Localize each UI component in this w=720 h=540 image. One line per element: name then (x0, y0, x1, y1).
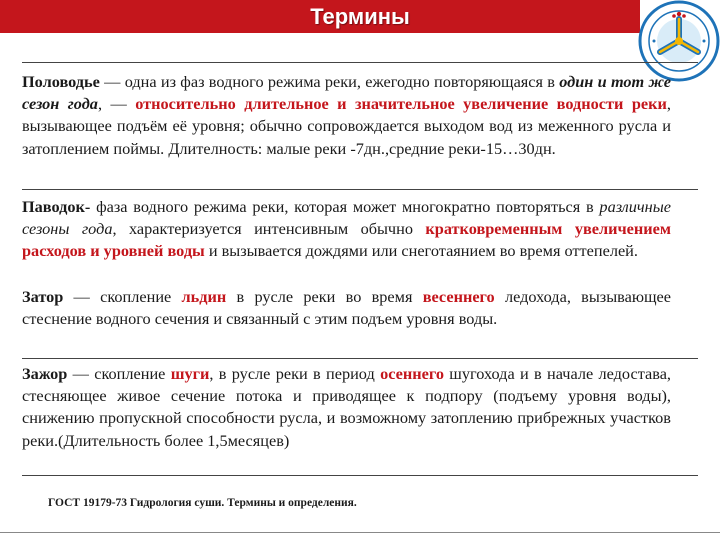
highlight: шуги (170, 364, 210, 383)
footer-line (0, 532, 720, 533)
term-polovodye: Половодье (22, 72, 100, 91)
text: ледохода, вызывающее стеснение водного сечения и связанный с этим подъем уровня воды. (22, 287, 671, 329)
text: , — (97, 94, 136, 114)
page-title: Термины (310, 4, 410, 29)
highlight: осеннего (380, 364, 444, 383)
highlight: кратковременным увеличением расходов и уровней воды (22, 219, 671, 261)
separator-rule (22, 189, 698, 190)
text: , вызывающее подъём её уровня; обычно сопровождается выходом вод из меженного русла и затоплением поймы. Длителность: малые реки -7дн.,средние реки-15…30дн. (22, 94, 671, 158)
text: — скопление (63, 287, 182, 306)
highlight: льдин (181, 287, 227, 306)
text: и вызывается дождями или снеготаянием во время оттепелей. (204, 241, 638, 261)
text: , в русле реки в период (209, 364, 381, 383)
text: шугохода и в начале ледостава, стесняющее живое сечение потока и приводящее к подпору (подъему уровня воды), снижению пропускной способности русла, и возможному затоплению прибрежных участков реки.(Длительность более 1,5месяцев) (22, 364, 671, 450)
paragraph-polovodye (22, 71, 671, 160)
bottom-rule (22, 475, 698, 476)
emphasis: различные сезоны года (22, 197, 671, 239)
text: — одна из фаз водного режима реки, ежегодно повторяющаяся в (99, 72, 560, 91)
paragraph-zazhor (22, 363, 671, 452)
highlight: относительно длительное и значительное увеличение водности реки (135, 94, 667, 114)
highlight: весеннего (422, 287, 495, 306)
paragraph-pavodok (22, 196, 671, 263)
text: фаза водного режима реки, которая может многократно повторяться в (90, 197, 600, 216)
separator-rule (22, 358, 698, 359)
paragraph-zator (22, 286, 671, 330)
term-zazhor: Зажор (22, 364, 68, 383)
top-rule (22, 62, 698, 63)
text: , характеризуется интенсивным обычно (112, 219, 426, 239)
university-emblem-icon (638, 0, 720, 82)
term-zator: Затор (22, 287, 64, 306)
emphasis: один и тот же сезон года (22, 72, 671, 114)
text: — скопление (67, 364, 171, 383)
source-reference: ГОСТ 19179-73 Гидрология суши. Термины и определения. (48, 497, 357, 509)
term-pavodok: Паводок- (22, 197, 91, 216)
text: в русле реки во время (226, 287, 423, 306)
